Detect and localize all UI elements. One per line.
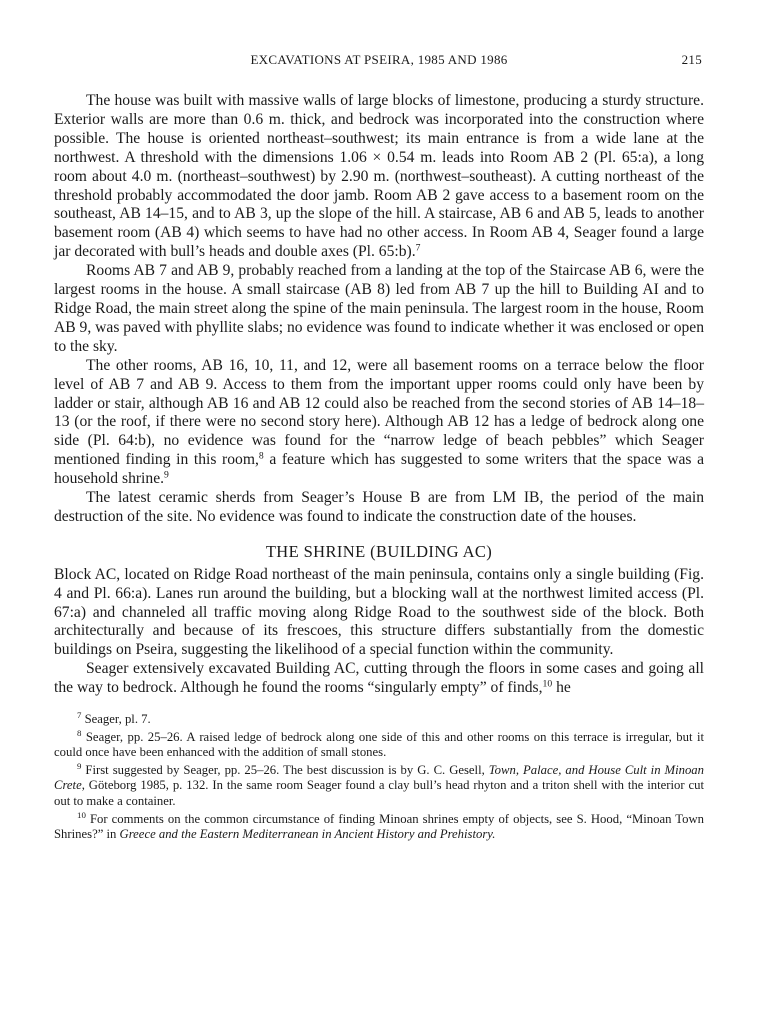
footnote-ref: 9 [164,469,169,481]
page [54,52,704,845]
footnote-ref: 10 [542,678,553,690]
paragraph: The house was built with massive walls of large blocks of limestone, producing a sturdy structure. Exterior walls are more than 0.6 m. thick, and bedrock was incorporated into the construction where possible. The house is oriented northeast–southwest; its main entrance is from a wide lane at the northwest. A threshold with the dimensions 1.06 × 0.54 m. leads into Room AB 2 (Pl. 65:a), a long room about 4.0 m. (northeast–southwest) by 2.90 m. (northwest–southeast). A cutting northeast of the threshold probably accommodated the door jamb. Room AB 2 gave access to a basement room on the southeast, AB 14–15, and to AB 3, up the slope of the hill. A staircase, AB 6 and AB 5, leads to another basement room (AB 4) which seems to have had no other access. In Room AB 4, Seager found a large jar decorated with bull’s heads and double axes (Pl. 65:b).$^7$ [54,92,704,261]
paragraph: Block AC, located on Ridge Road northeast of the main peninsula, contains only a single building (Fig. 4 and Pl. 66:a). Lanes run around the building, but a blocking wall at the northwest limited access (Pl. 67:a) and channeled all traffic moving along Ridge Road to the southwest side of the block. Both architecturally and because of its frescoes, this structure differs substantially from the domestic buildings on Pseira, suggesting the likelihood of a special function within the community. [54,565,704,659]
main-text [54,92,704,698]
footnote: $^9$ First suggested by Seager, pp. 25–26. The best discussion is by G. C. Gesell, Town, Palace, and House Cult in Minoan Crete, Göteborg 1985, p. 132. In the same room Seager found a clay bull’s head rhyton and a triton shell with the interior cut out to make a container. [54,761,704,809]
footnotes [54,712,704,843]
running-header [54,52,704,72]
paragraph: The latest ceramic sherds from Seager’s House B are from LM IB, the period of the main destruction of the site. No evidence was found to indicate the construction date of the houses. [54,489,704,525]
paragraph: The other rooms, AB 16, 10, 11, and 12, were all basement rooms on a terrace below the floor level of AB 7 and AB 9. Access to them from the important upper rooms could only have been by ladder or stair, although AB 16 and AB 12 could also be reached from the second stories of AB 14–18–13 (or the roof, if there were no second story here). Although AB 12 has a ledge of bedrock along one side (Pl. 64:b), no evidence was found for the “narrow ledge of beach pebbles” which Seager mentioned finding in this room,$^8$ a feature which has suggested to some writers that the space was a household shrine.$^9$ [54,356,705,488]
footnote: $^7$ Seager, pl. 7. [77,710,151,727]
paragraph: Seager extensively excavated Building AC, cutting through the floors in some cases and going all the way to bedrock. Although he found the rooms “singularly empty” of finds,$^{10}$ he [54,660,704,697]
paragraph: Rooms AB 7 and AB 9, probably reached from a landing at the top of the Staircase AB 6, were the largest rooms in the house. A small staircase (AB 8) led from AB 7 up the hill to Building AI and to Ridge Road, the main street along the spine of the main peninsula. The largest room in the house, Room AB 9, was paved with phyllite slabs; no evidence was found to indicate whether it was enclosed or open to the sky. [54,262,705,355]
running-title: EXCAVATIONS AT PSEIRA, 1985 AND 1986 [250,52,508,67]
footnote: $^8$ Seager, pp. 25–26. A raised ledge of bedrock along one side of this and other rooms on this terrace is irregular, but it could once have been enhanced with the addition of small stones. [54,727,704,760]
footnote: $^{10}$ For comments on the common circumstance of finding Minoan shrines empty of objects, see S. Hood, “Minoan Town Shrines?” in Greece and the Eastern Mediterranean in Ancient History and Prehistory. [54,809,704,842]
page-number: 215 [681,52,702,67]
section-heading: THE SHRINE (BUILDING AC) [265,541,493,561]
footnote-ref: 7 [415,242,421,254]
footnote-ref: 8 [258,450,264,462]
